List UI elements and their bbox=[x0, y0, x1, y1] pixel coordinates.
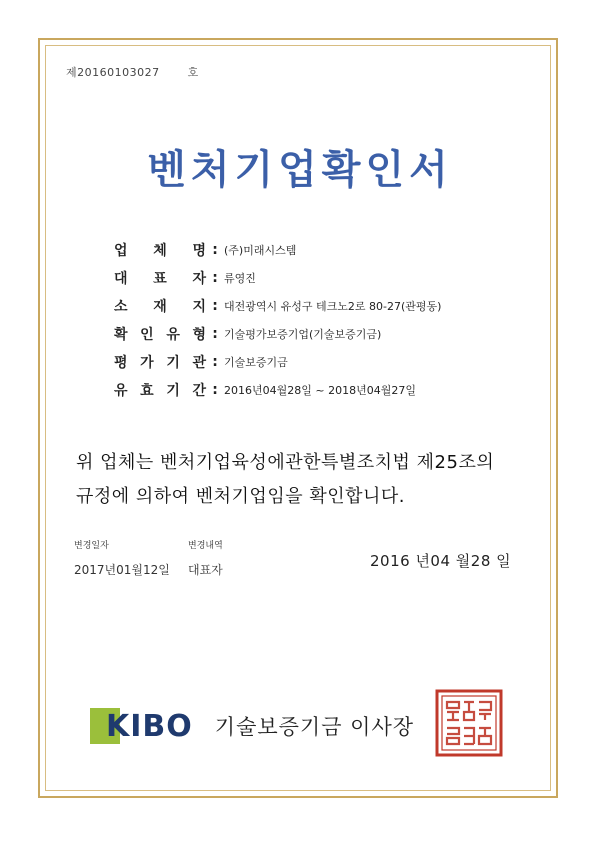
certificate-number-suffix: 호 bbox=[187, 66, 199, 79]
field-colon: : bbox=[212, 382, 218, 398]
field-value-confirmation-type: 기술평가보증기업(기술보증기금) bbox=[224, 328, 382, 341]
change-date-label: 변경일자 bbox=[74, 541, 109, 551]
label-char: 표 bbox=[153, 271, 167, 287]
label-char: 확 bbox=[114, 327, 128, 343]
label-char: 인 bbox=[140, 327, 154, 343]
field-row-confirmation-type bbox=[114, 320, 441, 348]
statement-line-1: 위 업체는 벤처기업육성에관한특별조치법 제25조의 bbox=[76, 452, 495, 473]
field-label-address bbox=[114, 296, 206, 316]
change-date-block bbox=[74, 538, 170, 578]
field-colon: : bbox=[212, 326, 218, 342]
field-colon: : bbox=[212, 298, 218, 314]
label-char: 관 bbox=[192, 355, 206, 371]
certificate-number-prefix: 제 bbox=[66, 66, 78, 79]
certificate-number bbox=[66, 64, 199, 80]
change-content-value: 대표자 bbox=[188, 563, 223, 577]
certificate-number-value: 20160103027 bbox=[77, 66, 160, 79]
official-seal-icon bbox=[434, 688, 504, 758]
field-colon: : bbox=[212, 242, 218, 258]
label-char: 자 bbox=[192, 271, 206, 287]
label-char: 명 bbox=[192, 243, 206, 259]
field-colon: : bbox=[212, 270, 218, 286]
kibo-logo: KIBO bbox=[106, 708, 193, 744]
label-char: 대 bbox=[114, 271, 128, 287]
label-char: 지 bbox=[192, 299, 206, 315]
field-label-company bbox=[114, 240, 206, 260]
label-char: 가 bbox=[140, 355, 154, 371]
issuer-block bbox=[90, 708, 414, 744]
field-value-address: 대전광역시 유성구 테크노2로 80-27(관평동) bbox=[224, 300, 442, 313]
label-char: 체 bbox=[153, 243, 167, 259]
change-date-value: 2017년01월12일 bbox=[74, 563, 170, 577]
label-char: 평 bbox=[114, 355, 128, 371]
label-char: 유 bbox=[166, 327, 180, 343]
label-char: 업 bbox=[114, 243, 128, 259]
label-char: 효 bbox=[140, 383, 154, 399]
field-value-validity-period: 2016년04월28일 ~ 2018년04월27일 bbox=[224, 384, 416, 397]
field-value-representative: 류영진 bbox=[224, 272, 256, 285]
field-colon: : bbox=[212, 354, 218, 370]
field-label-evaluation-agency bbox=[114, 352, 206, 372]
field-row-representative bbox=[114, 264, 441, 292]
field-label-validity-period bbox=[114, 380, 206, 400]
change-content-label: 변경내역 bbox=[188, 541, 223, 551]
certificate-title: 벤처기업확인서 bbox=[147, 146, 453, 193]
change-content-block bbox=[188, 538, 223, 578]
label-char: 유 bbox=[114, 383, 128, 399]
issuer-name: 기술보증기금 이사장 bbox=[214, 715, 415, 739]
field-row-address bbox=[114, 292, 441, 320]
label-char: 기 bbox=[166, 355, 180, 371]
field-row-company bbox=[114, 236, 441, 264]
label-char: 간 bbox=[192, 383, 206, 399]
label-char: 기 bbox=[166, 383, 180, 399]
statement-line-2: 규정에 의하여 벤처기업임을 확인합니다. bbox=[76, 486, 405, 507]
issue-date: 2016 년04 월28 일 bbox=[370, 552, 512, 570]
field-value-evaluation-agency: 기술보증기금 bbox=[224, 356, 288, 369]
label-char: 재 bbox=[153, 299, 167, 315]
field-row-evaluation-agency bbox=[114, 348, 441, 376]
field-row-validity-period bbox=[114, 376, 441, 404]
label-char: 소 bbox=[114, 299, 128, 315]
certificate-statement bbox=[76, 446, 546, 514]
label-char: 형 bbox=[192, 327, 206, 343]
certificate-fields bbox=[114, 236, 441, 404]
field-value-company: (주)미래시스템 bbox=[224, 244, 297, 257]
field-label-confirmation-type bbox=[114, 324, 206, 344]
field-label-representative bbox=[114, 268, 206, 288]
